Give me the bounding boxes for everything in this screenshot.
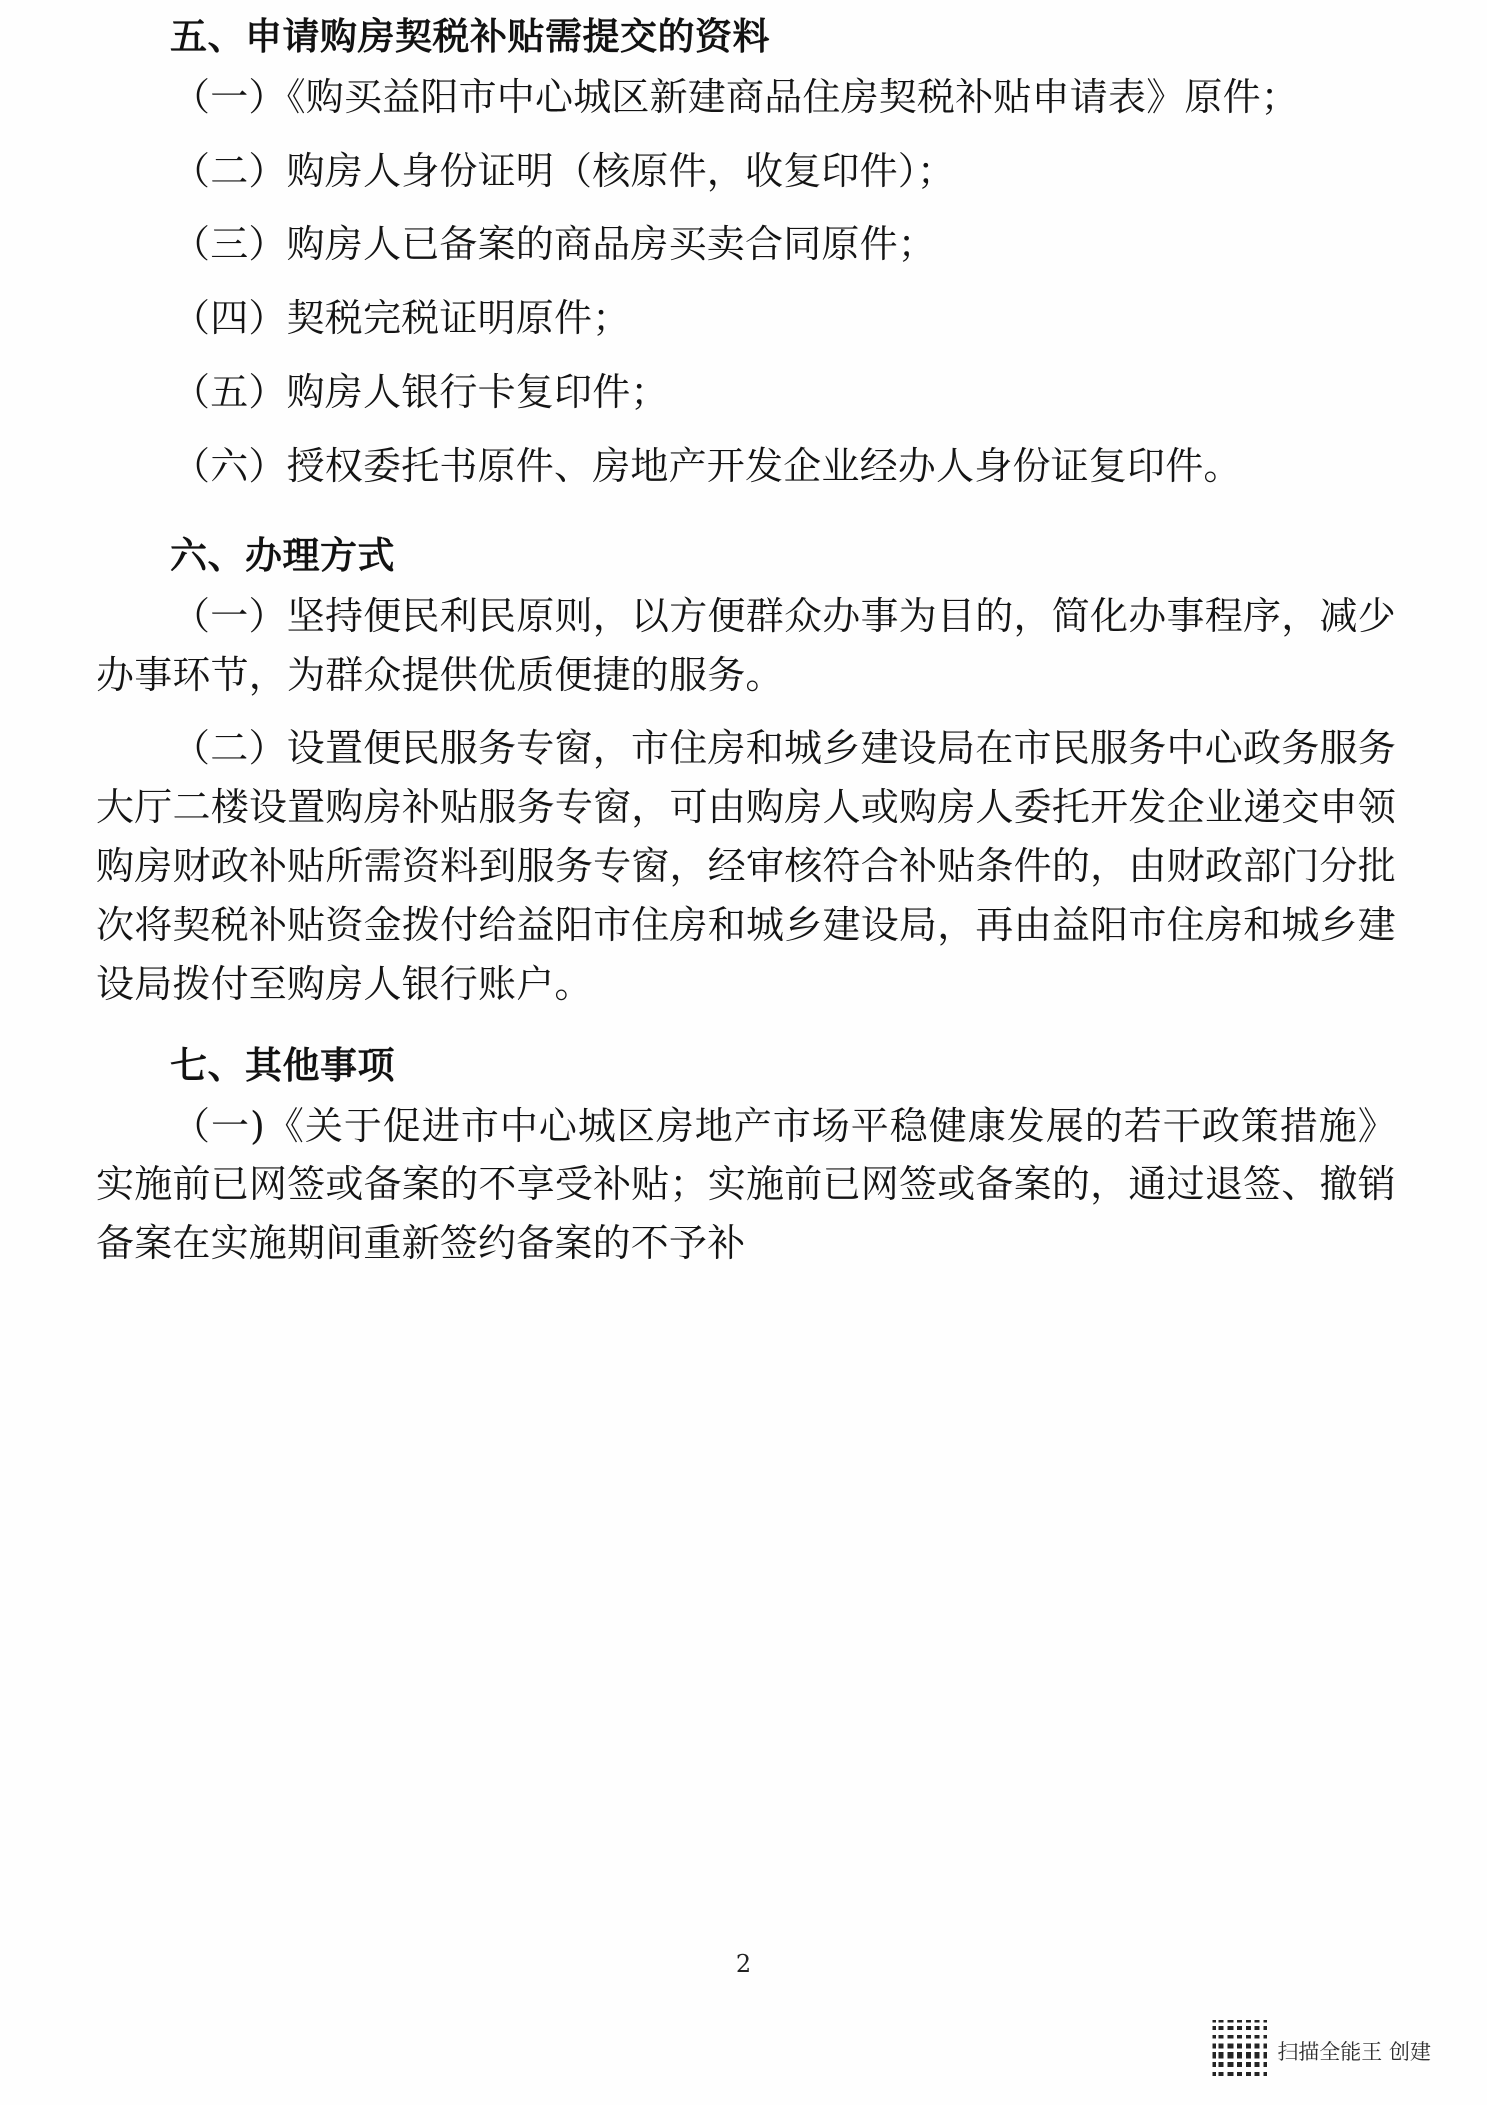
section-heading-6: 六、办理方式 xyxy=(170,533,395,577)
section-heading-7: 七、其他事项 xyxy=(170,1043,395,1087)
spacer xyxy=(96,425,1396,437)
paragraph-7-1: （一)《关于促进市中心城区房地产市场平稳健康发展的若干政策措施》实施前已网签或备案的不享受补贴；实施前已网签或备案的，通过退签、撤销备案在实施期间重新签约备案的不予补 xyxy=(96,1103,1396,1266)
spacer xyxy=(96,1017,1396,1039)
paragraph-6-2: （二）设置便民服务专窗，市住房和城乡建设局在市民服务中心政务服务大厅二楼设置购房补贴服务专窗，可由购房人或购房人委托开发企业递交申领购房财政补贴所需资料到服务专窗，经审核符合补贴条件的，由财政部门分批次将契税补贴资金拨付给益阳市住房和城乡建设局，再由益阳市住房和城乡建设局拨付至购房人银行账户。 xyxy=(96,726,1396,1006)
spacer xyxy=(96,130,1396,142)
paragraph-5-1: （一）《购买益阳市中心城区新建商品住房契税补贴申请表》原件； xyxy=(172,74,1300,119)
section-heading-5: 五、申请购房契税补贴需提交的资料 xyxy=(170,15,770,58)
spacer xyxy=(96,277,1396,289)
paragraph-5-5: （五）购房人银行卡复印件； xyxy=(172,370,669,415)
scanner-watermark xyxy=(1205,2020,1431,2082)
document-body xyxy=(96,10,1396,1276)
watermark-caption: 扫描全能王 创建 xyxy=(1277,2040,1431,2064)
paragraph-5-2: （二）购房人身份证明（核原件，收复印件）； xyxy=(172,148,956,193)
qr-code-icon xyxy=(1205,2020,1267,2082)
paragraph-5-4: （四）契税完税证明原件； xyxy=(172,296,631,341)
spacer xyxy=(96,499,1396,529)
paragraph-5-3: （三）购房人已备案的商品房买卖合同原件； xyxy=(172,222,937,267)
spacer xyxy=(96,707,1396,719)
spacer xyxy=(96,203,1396,215)
page-number: 2 xyxy=(735,1950,752,1978)
paragraph-6-1: （一）坚持便民利民原则，以方便群众办事为目的，简化办事程序，减少办事环节，为群众提供优质便捷的服务。 xyxy=(96,593,1396,697)
paragraph-5-6: （六）授权委托书原件、房地产开发企业经办人身份证复印件。 xyxy=(172,444,1242,489)
spacer xyxy=(96,351,1396,363)
